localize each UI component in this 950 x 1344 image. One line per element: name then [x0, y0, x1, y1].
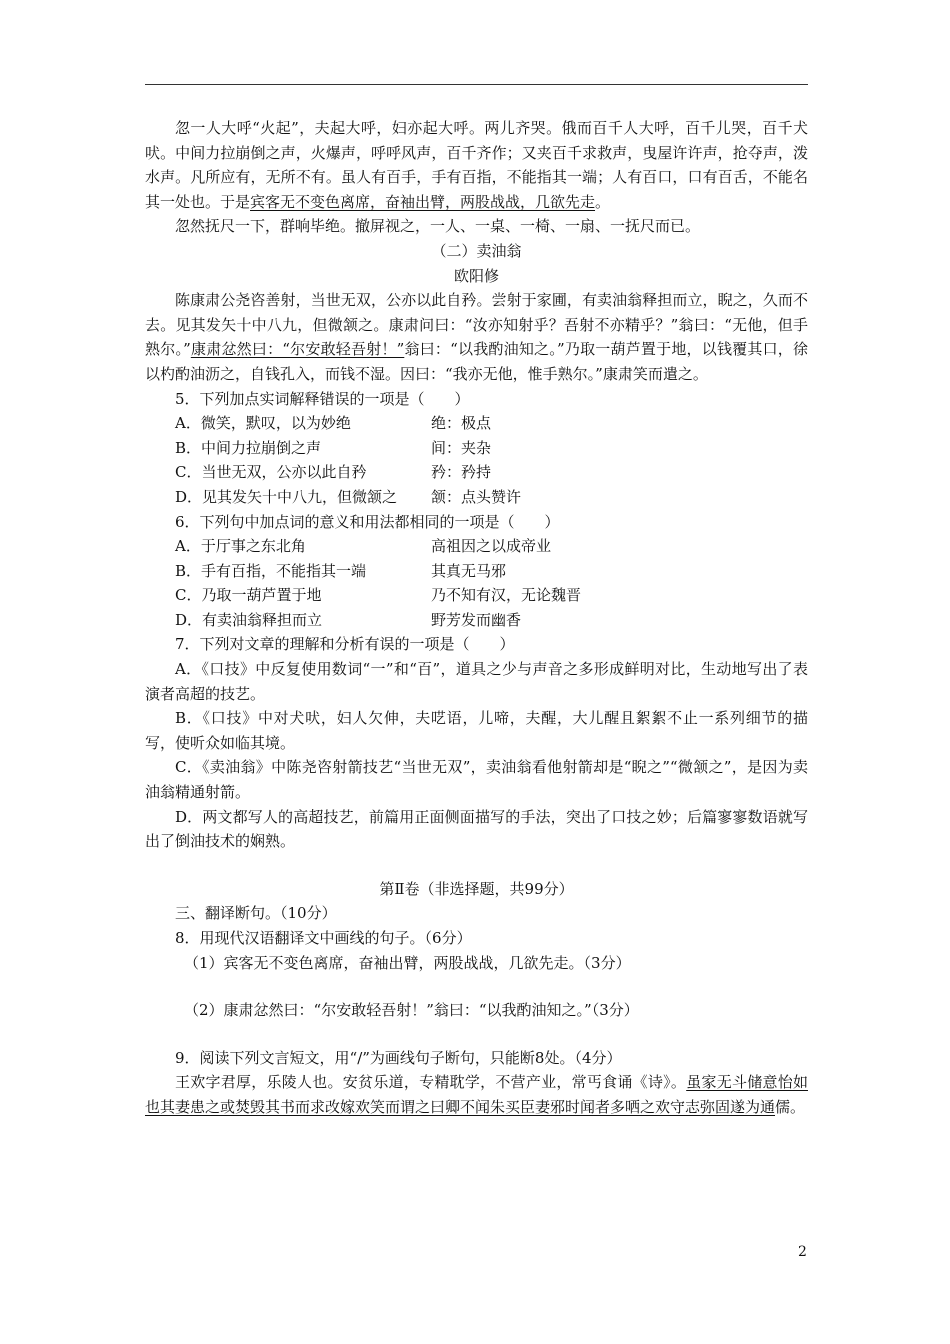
- q9-text: 王欢字君厚，乐陵人也。安贫乐道，专精耽学，不营产业，常丐食诵《诗》。: [175, 1073, 687, 1092]
- passage2-title: （二）卖油翁: [431, 241, 522, 260]
- q7-option-d: D．两文都写人的高超技艺，前篇用正面侧面描写的手法，突出了口技之妙；后篇寥寥数语就写出了倒油技术的娴熟。: [145, 807, 808, 851]
- q5-option-d: D．见其发矢十中八九，但微颔之 颔：点头赞许: [175, 487, 522, 506]
- document-body: [145, 116, 808, 1120]
- header-rule: [145, 84, 808, 85]
- page-number: 2: [798, 1244, 807, 1260]
- q5-option-a: A．微笑，默叹，以为妙绝 绝：极点: [175, 414, 492, 433]
- passage2-paragraph: [145, 288, 808, 386]
- q8-stem: 8．用现代汉语翻译文中画线的句子。（6分）: [175, 929, 472, 947]
- underlined-sentence-1: 宾客无不变色离席，奋袖出臂，两股战战，几欲先走: [250, 192, 596, 211]
- passage1-end: 。: [595, 192, 611, 211]
- q8-item-2: （2）康肃忿然曰：“尔安敢轻吾射！”翁曰：“以我酌油知之。”（3分）: [184, 1001, 639, 1020]
- passage2-end: 翁曰：“以我酌油知之。”乃取一葫芦置于地，以钱覆其口，徐以杓酌油沥之，自钱孔入，而钱不湿。因曰：“我亦无他，惟手熟尔。”康肃笑而遣之。: [145, 340, 809, 383]
- q6-stem: 6．下列句中加点词的意义和用法都相同的一项是（ ）: [175, 512, 560, 531]
- section3-heading: 三、翻译断句。（10分）: [175, 904, 337, 923]
- passage2-author: 欧阳修: [453, 266, 499, 285]
- q7-stem: 7．下列对文章的理解和分析有误的一项是（ ）: [175, 635, 515, 654]
- q9-end: 儒。: [775, 1097, 806, 1116]
- passage1-paragraph2: 忽然抚尺一下，群响毕绝。撤屏视之，一人、一桌、一椅、一扇、一抚尺而已。: [175, 217, 701, 236]
- answer-space-2: [145, 1023, 808, 1046]
- q6-option-a: A．于厅事之东北角 高祖因之以成帝业: [175, 537, 552, 556]
- q9-passage: [145, 1070, 808, 1119]
- q5-option-b: B．中间力拉崩倒之声 间：夹杂: [175, 438, 492, 457]
- q9-stem: 9．阅读下列文言短文，用“/”为画线句子断句，只能断8处。（4分）: [175, 1048, 622, 1067]
- q6-option-b: B．手有百指，不能指其一端 其真无马邪: [175, 561, 507, 580]
- q6-option-c: C．乃取一葫芦置于地 乃不知有汉，无论魏晋: [175, 586, 582, 605]
- passage1-text: 忽一人大呼“火起”，夫起大呼，妇亦起大呼。两儿齐哭。俄而百千人大呼，百千儿哭，百千犬吠。中间力拉崩倒之声，火爆声，呼呼风声，百千齐作；又夹百千求救声，曳屋许许声，抢夺声，泼水声。凡所应有，无所不有。虽人有百手，手有百指，不能指其一端；人有百口，口有百舌，不能名其一处也。于是: [145, 119, 808, 211]
- q6-option-d: D．有卖油翁释担而立 野芳发而幽香: [175, 610, 522, 629]
- q7-option-c: C．《卖油翁》中陈尧咨射箭技艺“当世无双”，卖油翁看他射箭却是“睨之”“微颔之”，是因为卖油翁精通射箭。: [145, 758, 808, 802]
- underlined-sentence-2: 康肃忿然曰：“尔安敢轻吾射！”: [190, 340, 405, 359]
- answer-space-1: [145, 975, 808, 998]
- q7-option-b: B．《口技》中对犬吠，妇人欠伸，夫呓语，儿啼，夫醒，大儿醒且絮絮不止一系列细节的描写，使听众如临其境。: [145, 709, 808, 752]
- q8-item-1: （1）宾客无不变色离席，奋袖出臂，两股战战，几欲先走。（3分）: [184, 953, 631, 972]
- part2-title: 第Ⅱ卷（非选择题，共99分）: [379, 879, 574, 898]
- q5-stem: 5．下列加点实词解释错误的一项是（ ）: [175, 389, 470, 408]
- passage2-text: 陈康肃公尧咨善射，当世无双，公亦以此自矜。尝射于家圃，有卖油翁释担而立，睨之，久而不去。见其发矢十中八九，但微颔之。康肃问曰：“汝亦知射乎？吾射不亦精乎？”翁曰：“无他，但手熟尔。”: [145, 291, 808, 359]
- spacer: [145, 854, 808, 877]
- underlined-sentence-3: 虽家无斗储意怡如也其妻患之或焚毁其书而求改嫁欢笑而谓之曰卿不闻朱买臣妻邪时闻者多哂之欢守志弥固遂为通: [145, 1073, 808, 1116]
- q7-option-a: A．《口技》中反复使用数词“一”和“百”，道具之少与声音之多形成鲜明对比，生动地写出了表演者高超的技艺。: [145, 660, 808, 703]
- q5-option-c: C．当世无双，公亦以此自矜 矜：矜持: [175, 463, 492, 482]
- passage1-paragraph1: [145, 116, 808, 214]
